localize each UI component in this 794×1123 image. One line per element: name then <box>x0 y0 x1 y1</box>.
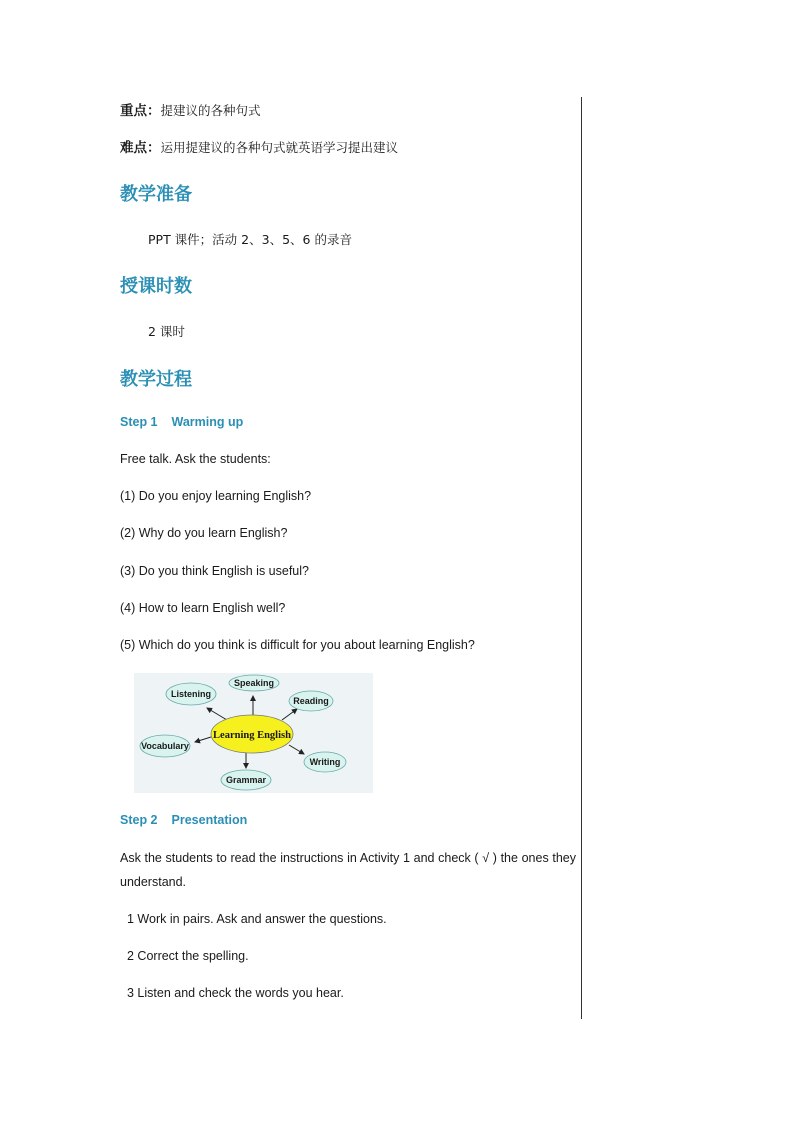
instruction-2: 2 Correct the spelling. <box>127 949 249 963</box>
process-heading: 教学过程 <box>120 369 192 390</box>
node-writing-label: Writing <box>309 757 341 767</box>
node-grammar-label: Grammar <box>225 775 267 785</box>
instruction-1: 1 Work in pairs. Ask and answer the questions. <box>127 912 387 926</box>
question-2: (2) Why do you learn English? <box>120 526 288 540</box>
step2-number: Step 2 <box>120 813 158 827</box>
question-1: (1) Do you enjoy learning English? <box>120 489 312 503</box>
center-label: Learning English <box>213 730 291 741</box>
node-vocabulary-label: Vocabulary <box>141 741 189 751</box>
question-4: (4) How to learn English well? <box>120 601 286 615</box>
question-3: (3) Do you think English is useful? <box>120 564 309 578</box>
difficulty-line <box>120 136 398 156</box>
focus-line <box>120 99 261 119</box>
prep-text: PPT 课件；活动 2、3、5、6 的录音 <box>148 232 352 247</box>
difficulty-text: 运用提建议的各种句式就英语学习提出建议 <box>160 140 399 155</box>
step2-paragraph: Ask the students to read the instructions in Activity 1 and check ( √ ) the ones they understand. <box>120 851 576 889</box>
hours-heading: 授课时数 <box>120 276 192 297</box>
node-speaking-label: Speaking <box>233 678 275 688</box>
right-margin-rule <box>581 97 582 1019</box>
step1-intro: Free talk. Ask the students: <box>120 452 271 466</box>
focus-text: 提建议的各种句式 <box>160 103 261 118</box>
step1-heading <box>120 415 243 429</box>
node-reading-label: Reading <box>293 696 329 706</box>
step1-number: Step 1 <box>120 415 158 429</box>
step2-title: Presentation <box>171 813 248 827</box>
step2-heading <box>120 813 247 827</box>
node-listening-label: Listening <box>171 689 211 699</box>
focus-label: 重点： <box>120 103 161 119</box>
hours-text: 2 课时 <box>148 324 185 339</box>
question-5: (5) Which do you think is difficult for you about learning English? <box>120 638 475 652</box>
learning-english-mind-map <box>134 673 373 793</box>
step1-title: Warming up <box>171 415 244 429</box>
prep-heading: 教学准备 <box>120 184 192 205</box>
instruction-3: 3 Listen and check the words you hear. <box>127 986 344 1000</box>
difficulty-label: 难点： <box>120 140 161 156</box>
